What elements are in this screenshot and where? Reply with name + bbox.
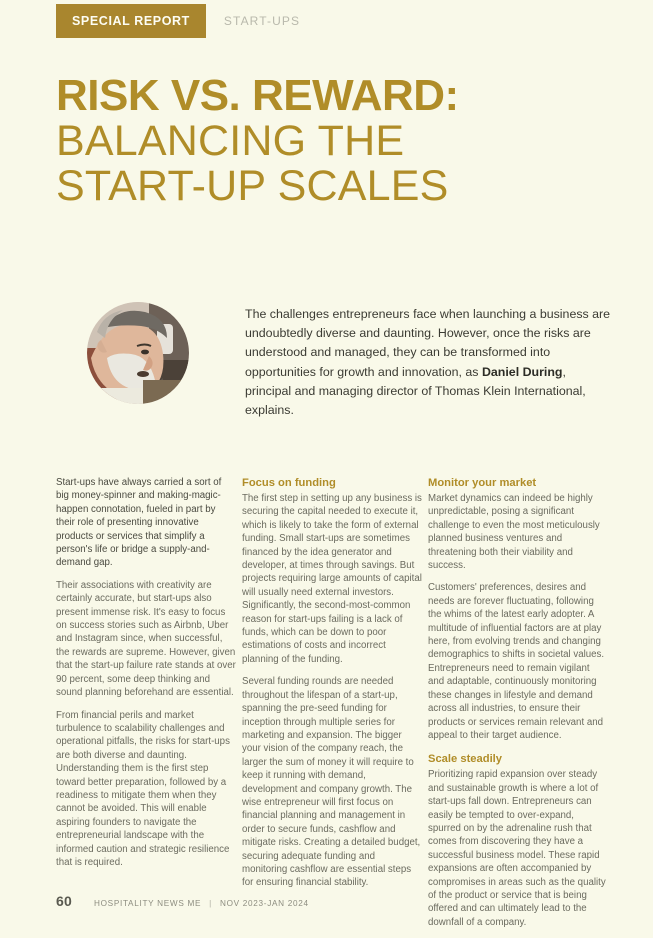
- column-3: [428, 476, 608, 938]
- portrait-illustration: [87, 302, 189, 404]
- standfirst-before-name: The challenges entrepreneurs face when launching a business are undoubtedly diverse and daunting. However, once the risks are understood and managed, they can be transformed into opportunities for growth and innovation, as: [245, 307, 611, 379]
- footer-separator: |: [209, 899, 212, 908]
- interviewee-name: Daniel During: [481, 364, 563, 379]
- page-number: 60: [56, 893, 72, 909]
- body-paragraph: The first step in setting up any business is securing the capital needed to execute it, which is likely to take the form of external funding. Small start-ups are sometimes financed by the idea generator and developer, at times through savings. But projects requiring large amounts of capital will usually need external investors. Significantly, the second-most-common reason for start-ups failing is a lack of funds, which can be down to poor estimations of costs and incorrect planning of the funding.: [242, 493, 422, 665]
- headline-line-1: RISK VS. REWARD:: [56, 71, 459, 120]
- issue-date: NOV 2023-JAN 2024: [219, 899, 309, 908]
- column-1: [56, 476, 236, 938]
- body-paragraph: Several funding rounds are needed throughout the lifespan of a start-up, spanning the pre-seed funding for inception through multiple series for marketing and expansion. The bigger your vision of the company reach, the larger the sum of money it will require to keep it running with demand, development and company growth. The wise entrepreneur will first focus on financial planning and management in order to secure funds, cashflow and mitigate risks. Creating a detailed budget, securing adequate funding and monitoring cashflow are essential steps for ensuring financial stability.: [242, 676, 421, 889]
- standfirst-intro: [245, 305, 611, 420]
- section-subheading: Scale steadily: [428, 753, 503, 766]
- article-columns: [56, 476, 612, 938]
- body-paragraph: Their associations with creativity are certainly accurate, but start-ups also present immense risk. It's easy to focus on success stories such as Airbnb, Uber and Instagram since, when successful, the rewards are supreme. However, given that the start-up failure rate stands at over 90 percent, some deep thinking and sound planning beforehand are essential.: [56, 579, 236, 699]
- page-title: [56, 73, 596, 209]
- body-paragraph: Market dynamics can indeed be highly unpredictable, posing a significant challenge to even the most meticulously planned business ventures and threatening both their viability and success.: [428, 493, 600, 572]
- footer-meta: [94, 899, 309, 908]
- headline-line-3: START-UP SCALES: [56, 162, 449, 210]
- section-label: START-UPS: [223, 14, 301, 28]
- headline-line-2: BALANCING THE: [56, 117, 405, 165]
- special-report-badge: SPECIAL REPORT: [56, 4, 206, 38]
- author-portrait-photo: [87, 302, 189, 404]
- section-subheading: Focus on funding: [242, 477, 336, 489]
- body-paragraph: Prioritizing rapid expansion over steady and sustainable growth is where a lot of start-ups fall down. Entrepreneurs can easily be tempted to over-expand, spurred on by the adrenaline rush that comes from discovering they have a successful business model. These rapid expansions are often accompanied by compromises in areas such as the quality of the product or service that is being offered and can ultimately lead to the downfall of a company.: [428, 769, 606, 928]
- section-subheading: Monitor your market: [428, 477, 537, 489]
- body-paragraph: From financial perils and market turbulence to scalability challenges and operational pitfalls, the risks for start-ups are both diverse and daunting. Understanding them is the first step toward better preparation, followed by a readiness to mitigate them when they cannot be avoided. This will enable aspiring founders to navigate the entrepreneurial landscape with the informed caution and strategic resilience that is required.: [56, 709, 230, 868]
- publication-name: HOSPITALITY NEWS ME: [93, 899, 202, 908]
- page-footer: [56, 893, 309, 909]
- column-2: [242, 476, 422, 938]
- kicker-row: [0, 4, 300, 38]
- body-paragraph: Customers' preferences, desires and needs are forever fluctuating, following the whims of the latest early adopter. A multitude of influential factors are at play here, from evolving trends and changing demographics to shifts in societal values. Entrepreneurs need to remain vigilant and adaptable, continuously monitoring these changes in lifestyle and demand across all industries, to ensure their products or services remain relevant and appeal to their target audience.: [428, 582, 605, 741]
- standfirst-after-name: , principal and managing director of Thomas Klein International, explains.: [245, 364, 586, 418]
- body-paragraph: Start-ups have always carried a sort of big money-spinner and making-magic-happen connotation, fueled in part by their role of presenting innovative products or services that simplify a person's life or bridge a supply-and-demand gap.: [56, 477, 222, 569]
